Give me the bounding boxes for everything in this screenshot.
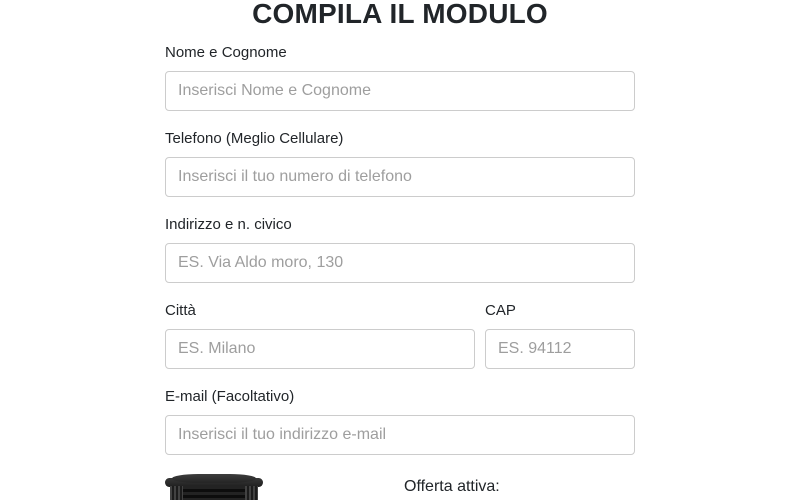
page-title: COMPILA IL MODULO	[252, 0, 548, 29]
field-city	[165, 302, 475, 369]
stove-lid-top	[172, 474, 256, 483]
stove-right-column	[245, 486, 258, 500]
address-input[interactable]	[165, 243, 635, 283]
city-cap-row	[165, 302, 635, 388]
name-input[interactable]	[165, 71, 635, 111]
stove-body	[170, 486, 258, 500]
field-cap	[485, 302, 635, 369]
field-address	[165, 216, 635, 283]
phone-input[interactable]	[165, 157, 635, 197]
name-label: Nome e Cognome	[165, 43, 287, 61]
stove-grille	[183, 486, 245, 500]
phone-label: Telefono (Meglio Cellulare)	[165, 129, 344, 147]
field-email	[165, 388, 635, 455]
stove-left-column	[170, 486, 183, 500]
offer-heading: Offerta attiva:	[404, 477, 500, 495]
cap-input[interactable]	[485, 329, 635, 369]
contact-form	[165, 44, 635, 500]
address-label: Indirizzo e n. civico	[165, 215, 292, 233]
cap-label: CAP	[485, 301, 516, 319]
field-name	[165, 44, 635, 111]
city-label: Città	[165, 301, 196, 319]
email-label: E-mail (Facoltativo)	[165, 387, 295, 405]
form-container	[165, 0, 635, 500]
offer-row	[165, 474, 635, 500]
field-phone	[165, 130, 635, 197]
electric-stove-product-image	[165, 474, 263, 500]
offer-image-column	[165, 474, 400, 500]
email-input[interactable]	[165, 415, 635, 455]
city-input[interactable]	[165, 329, 475, 369]
offer-text-column	[400, 474, 635, 496]
